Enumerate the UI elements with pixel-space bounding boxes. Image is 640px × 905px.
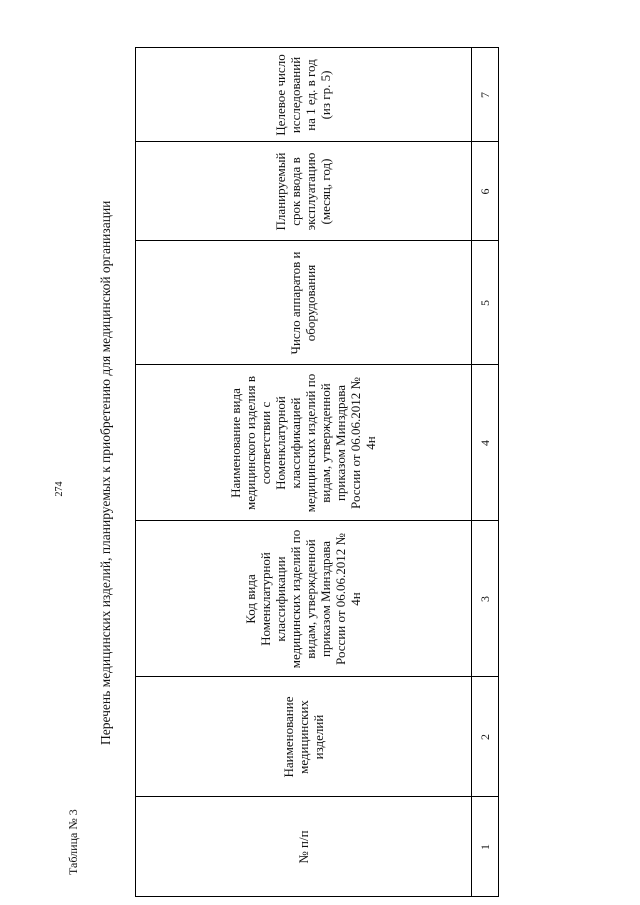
column-number-cell: 5 — [477, 300, 492, 306]
column-number-cell: 1 — [477, 844, 492, 850]
table-border-bottom — [498, 47, 499, 897]
column-number-cell: 2 — [477, 734, 492, 740]
column-number-cell: 4 — [477, 440, 492, 446]
header-cell-device-name: Наименование медицинских изделий — [280, 696, 326, 778]
header-cell-equipment-count: Число аппаратов и оборудования — [288, 251, 318, 355]
header-cell-number: № п/п — [295, 830, 311, 864]
medical-devices-table — [135, 47, 499, 897]
page-number: 274 — [54, 481, 65, 497]
column-number-cell: 7 — [477, 92, 492, 98]
header-cell-nomenclature-code: Код вида Номенклатурной классификации медицинских изделий по видам, утвержденной приказом Минздрава России от 06.06.2012 № 4н — [243, 529, 363, 669]
column-number-cell: 3 — [477, 596, 492, 602]
table-label: Таблица № 3 — [66, 809, 80, 875]
header-cell-commissioning-date: Планируемый срок ввода в эксплуатацию (месяц, год) — [273, 152, 333, 231]
header-cell-nomenclature-name: Наименование вида медицинского изделия в соответствии с Номенклатурной классификацией медицинских изделий по видам, утвержденной приказом Минздрава России от 06.06.2012 № 4н — [228, 373, 378, 513]
header-cell-target-studies: Целевое число исследований на 1 ед. в год (из гр. 5) — [273, 54, 333, 136]
column-number-cell: 6 — [477, 188, 492, 195]
table-title: Перечень медицинских изделий, планируемых к приобретению для медицинской организации — [98, 200, 113, 745]
